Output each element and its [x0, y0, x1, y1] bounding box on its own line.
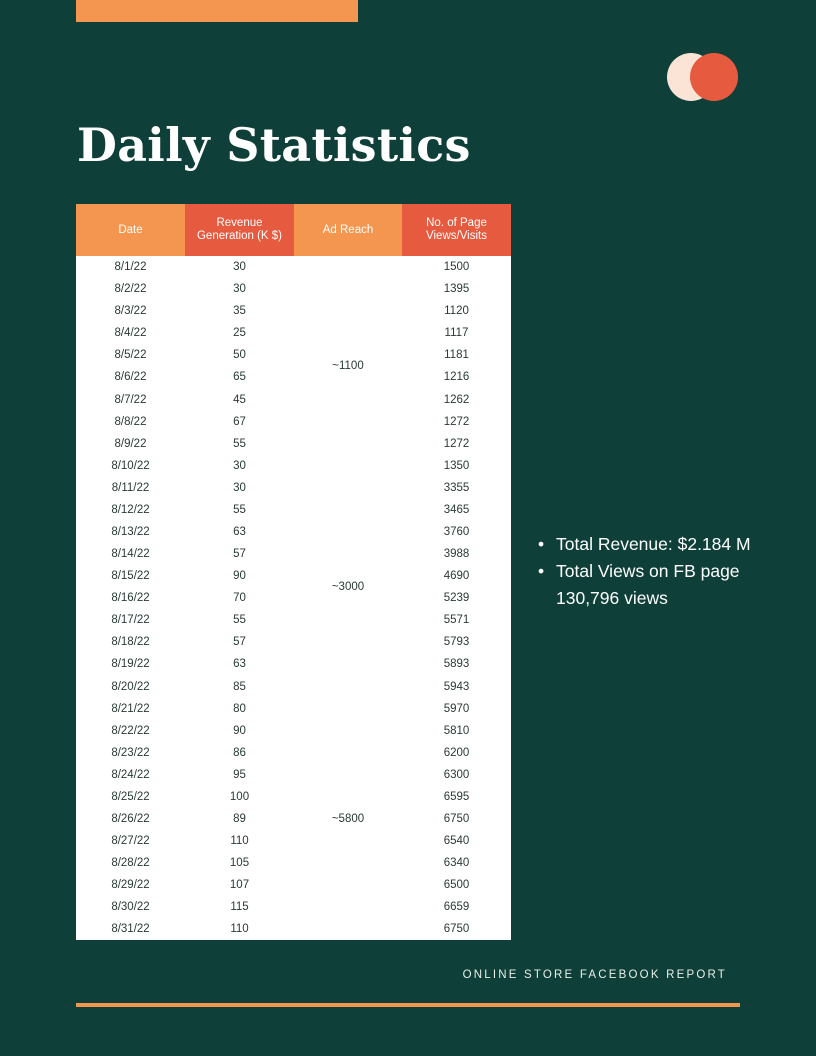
summary-item-revenue: [536, 531, 751, 558]
table-row: [76, 388, 511, 410]
cell-revenue: 30: [233, 283, 246, 296]
cell-revenue: 110: [230, 835, 249, 848]
cell-date: 8/11/22: [111, 481, 150, 494]
cell-views: 1500: [443, 261, 470, 274]
table-row: [76, 742, 511, 764]
cell-date: 8/15/22: [111, 570, 150, 583]
cell-revenue: 30: [233, 459, 246, 472]
cell-date: 8/30/22: [111, 901, 150, 914]
cell-revenue: 70: [233, 592, 246, 605]
cell-views: 6595: [443, 790, 470, 803]
table-row: [76, 411, 511, 433]
table-row: [76, 278, 511, 300]
cell-views: 1117: [444, 327, 469, 340]
table-row: [76, 698, 511, 720]
cell-revenue: 115: [230, 901, 249, 914]
cell-views: 3988: [443, 548, 470, 561]
summary-views-value: 130,796 views: [556, 588, 668, 608]
cell-revenue: 90: [233, 724, 246, 737]
cell-date: 8/27/22: [111, 835, 150, 848]
table-row: [76, 874, 511, 896]
cell-views: 1181: [444, 349, 469, 362]
summary-revenue-text: Total Revenue: $2.184 M: [556, 534, 751, 554]
cell-views: 3465: [443, 503, 470, 516]
table-row: [76, 256, 511, 278]
cell-revenue: 57: [233, 636, 246, 649]
bottom-accent-bar: [76, 1003, 740, 1007]
cell-date: 8/10/22: [111, 459, 150, 472]
cell-revenue: 57: [233, 548, 246, 561]
cell-views: 5943: [443, 680, 470, 693]
cell-revenue: 100: [229, 790, 250, 803]
cell-views: 1395: [443, 283, 470, 296]
cell-date: 8/31/22: [111, 923, 150, 936]
cell-revenue: 95: [233, 768, 246, 781]
top-accent-bar: [76, 0, 358, 22]
table-row: [76, 455, 511, 477]
table-row: [76, 565, 511, 587]
cell-date: 8/20/22: [111, 680, 150, 693]
table-row: [76, 675, 511, 697]
table-row: [76, 764, 511, 786]
cell-revenue: 85: [233, 680, 246, 693]
table-row: [76, 609, 511, 631]
summary-item-views: [536, 558, 751, 612]
cell-date: 8/23/22: [111, 746, 150, 759]
cell-views: 1272: [443, 415, 470, 428]
cell-date: 8/6/22: [114, 371, 147, 384]
cell-date: 8/12/22: [111, 503, 150, 516]
cell-date: 8/8/22: [114, 415, 147, 428]
table-row: [76, 433, 511, 455]
cell-views: 1262: [443, 393, 470, 406]
cell-revenue: 65: [233, 371, 246, 384]
cell-views: 6750: [443, 812, 470, 825]
cell-ad-reach: ~3000: [331, 581, 365, 594]
cell-date: 8/3/22: [114, 305, 147, 318]
table-row: [76, 918, 511, 940]
cell-views: 6300: [443, 768, 470, 781]
table-row: [76, 300, 511, 322]
cell-revenue: 55: [233, 437, 246, 450]
table-row: [76, 808, 511, 830]
table-header-row: [76, 204, 511, 256]
summary-views-label: Total Views on FB page: [556, 561, 740, 581]
cell-views: 5810: [443, 724, 470, 737]
cell-date: 8/9/22: [114, 437, 147, 450]
cell-date: 8/17/22: [111, 614, 150, 627]
page-title: Daily Statistics: [77, 118, 471, 172]
cell-date: 8/2/22: [114, 283, 147, 296]
table-row: [76, 322, 511, 344]
cell-date: 8/14/22: [111, 548, 150, 561]
cell-revenue: 107: [229, 879, 250, 892]
table-row: [76, 344, 511, 366]
cell-views: 6750: [443, 923, 470, 936]
cell-revenue: 50: [233, 349, 246, 362]
header-ad-reach: Ad Reach: [294, 204, 402, 256]
table-row: [76, 366, 511, 388]
daily-stats-table: [76, 204, 511, 940]
cell-date: 8/24/22: [111, 768, 150, 781]
cell-date: 8/5/22: [114, 349, 147, 362]
cell-views: 5970: [443, 702, 470, 715]
cell-date: 8/7/22: [114, 393, 147, 406]
cell-date: 8/16/22: [111, 592, 150, 605]
table-row: [76, 543, 511, 565]
cell-revenue: 63: [233, 525, 246, 538]
cell-revenue: 67: [233, 415, 246, 428]
cell-date: 8/13/22: [111, 525, 150, 538]
footer-report-title: ONLINE STORE FACEBOOK REPORT: [462, 969, 727, 981]
table-row: [76, 896, 511, 918]
header-page-views: No. of Page Views/Visits: [402, 204, 511, 256]
table-row: [76, 852, 511, 874]
table-row: [76, 631, 511, 653]
table-row: [76, 720, 511, 742]
cell-date: 8/18/22: [111, 636, 150, 649]
cell-date: 8/21/22: [111, 702, 150, 715]
cell-views: 1350: [443, 459, 470, 472]
cell-revenue: 55: [233, 503, 246, 516]
cell-views: 5793: [443, 636, 470, 649]
cell-ad-reach: ~1100: [332, 360, 364, 373]
cell-ad-reach: ~5800: [331, 812, 365, 825]
bullet-dot: •: [538, 561, 545, 581]
cell-views: 1216: [443, 371, 470, 384]
table-row: [76, 521, 511, 543]
table-row: [76, 499, 511, 521]
cell-views: 1272: [443, 437, 470, 450]
cell-date: 8/26/22: [111, 812, 150, 825]
cell-views: 4690: [443, 570, 470, 583]
cell-views: 6540: [443, 835, 470, 848]
header-date: Date: [76, 204, 185, 256]
table-row: [76, 653, 511, 675]
cell-revenue: 86: [233, 746, 246, 759]
cell-date: 8/22/22: [111, 724, 150, 737]
cell-views: 3760: [443, 525, 470, 538]
cell-views: 5239: [443, 592, 470, 605]
cell-views: 5893: [443, 658, 470, 671]
table-row: [76, 786, 511, 808]
cell-views: 1120: [444, 305, 469, 318]
cell-views: 6500: [443, 879, 470, 892]
bullet-dot: •: [538, 534, 545, 554]
table-row: [76, 830, 511, 852]
cell-revenue: 89: [233, 812, 246, 825]
logo-circles: [667, 53, 739, 101]
cell-revenue: 63: [233, 658, 246, 671]
table-body: [76, 256, 511, 940]
cell-revenue: 30: [233, 261, 246, 274]
cell-date: 8/28/22: [111, 857, 150, 870]
cell-revenue: 80: [233, 702, 246, 715]
cell-revenue: 110: [230, 923, 249, 936]
summary-list: [536, 531, 751, 612]
cell-revenue: 45: [233, 393, 246, 406]
cell-revenue: 35: [233, 305, 246, 318]
cell-views: 6200: [443, 746, 470, 759]
cell-views: 6340: [443, 857, 470, 870]
cell-views: 3355: [443, 481, 470, 494]
cell-revenue: 25: [233, 327, 246, 340]
cell-date: 8/29/22: [111, 879, 150, 892]
cell-views: 6659: [443, 901, 470, 914]
cell-views: 5571: [443, 614, 470, 627]
cell-date: 8/1/22: [114, 261, 147, 274]
table-row: [76, 477, 511, 499]
cell-date: 8/19/22: [111, 658, 150, 671]
logo-red-circle: [690, 53, 738, 101]
header-revenue: Revenue Generation (K $): [185, 204, 294, 256]
cell-revenue: 55: [233, 614, 246, 627]
cell-date: 8/25/22: [111, 790, 150, 803]
cell-date: 8/4/22: [114, 327, 147, 340]
cell-revenue: 30: [233, 481, 246, 494]
cell-revenue: 90: [233, 570, 246, 583]
cell-revenue: 105: [229, 857, 250, 870]
table-row: [76, 587, 511, 609]
